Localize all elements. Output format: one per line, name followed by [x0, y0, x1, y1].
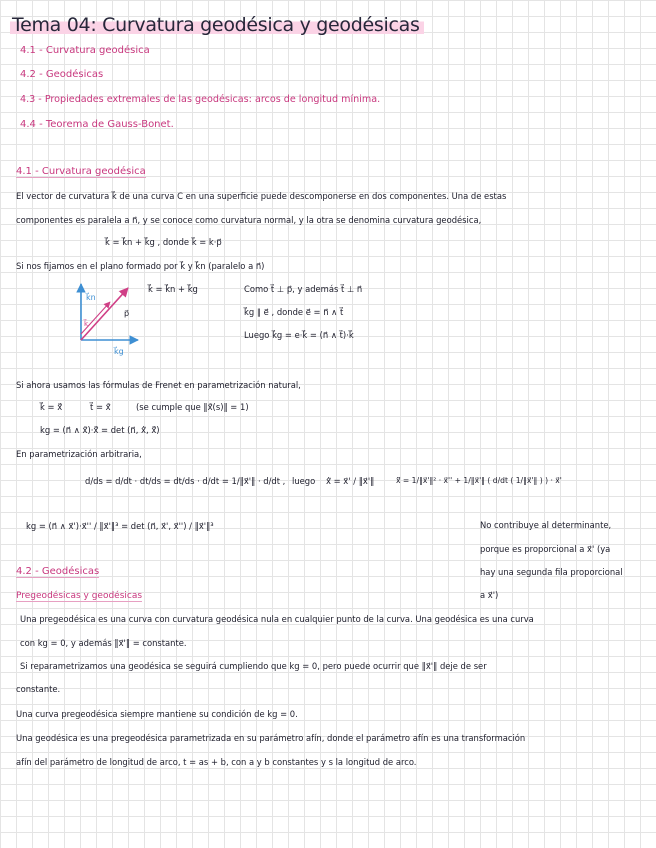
margin-note-line: a x⃗') — [480, 590, 499, 600]
kg-label: k⃗g — [114, 347, 124, 356]
equation-frenet-t: t⃗ = ẋ⃗ — [90, 402, 111, 412]
toc-item-2: 4.2 - Geodésicas — [20, 69, 104, 80]
paragraph-line: En parametrización arbitraria, — [16, 449, 142, 459]
toc-item-4: 4.4 - Teorema de Gauss-Bonet. — [20, 119, 174, 130]
p-label: p⃗ — [124, 309, 130, 318]
equation-chain-rule: d/ds = d/dt · dt/ds = dt/ds · d/dt = 1/‖x⃗'‖ · d/dt , — [85, 476, 286, 486]
side-note-line: k⃗g ∥ e⃗ , donde e⃗ = n⃗ ∧ t⃗ — [244, 307, 344, 317]
equation-frenet-k: k⃗ = ẍ⃗ — [40, 402, 63, 412]
paragraph-line: Si ahora usamos las fórmulas de Frenet en parametrización natural, — [16, 380, 301, 390]
section-heading-curvatura-geodesica: 4.1 - Curvatura geodésica — [16, 166, 146, 177]
side-note-line: Luego k⃗g = e·k⃗ = (n⃗ ∧ t⃗)·k⃗ — [244, 330, 354, 340]
paragraph-line: Una pregeodésica es una curva con curvatura geodésica nula en cualquier punto de la curva. Una geodésica es una curva — [20, 614, 534, 624]
side-note-line: Como t⃗ ⊥ p⃗, y además t⃗ ⊥ n⃗ — [244, 284, 363, 294]
equation-label: luego — [292, 476, 316, 486]
equation-xdot: ẋ⃗ = x⃗' / ‖x⃗'‖ — [326, 476, 375, 486]
subsection-heading: Pregeodésicas y geodésicas — [16, 591, 143, 601]
equation-kg-natural: kg = (n⃗ ∧ ẋ⃗)·ẍ⃗ = det (n⃗, ẋ⃗, ẍ⃗) — [40, 425, 160, 435]
margin-note-line: hay una segunda fila proporcional — [480, 567, 623, 577]
paragraph-line: Si reparametrizamos una geodésica se seguirá cumpliendo que kg = 0, pero puede ocurrir que ‖x⃗'‖ deje de ser — [20, 661, 487, 671]
k-label: k⃗ — [84, 320, 89, 328]
margin-note-line: No contribuye al determinante, — [480, 520, 612, 530]
figure-equation: k⃗ = k⃗n + k⃗g — [148, 284, 198, 294]
paragraph-line: Una curva pregeodésica siempre mantiene su condición de kg = 0. — [16, 709, 298, 719]
page-title: Tema 04: Curvatura geodésica y geodésicas — [10, 14, 424, 36]
equation-kg-arbitrary: kg = (n⃗ ∧ x⃗')·x⃗'' / ‖x⃗'‖³ = det (n⃗, x⃗', x⃗'') / ‖x⃗'‖³ — [26, 521, 214, 531]
margin-note-line: porque es proporcional a x⃗' (ya — [480, 544, 611, 554]
toc-item-3: 4.3 - Propiedades extremales de las geodésicas: arcos de longitud mínima. — [20, 94, 381, 105]
kn-label: k⃗n — [86, 293, 96, 302]
paragraph-line: afín del parámetro de longitud de arco, t = as + b, con a y b constantes y s la longitud de arco. — [16, 757, 417, 767]
paragraph-line: Si nos fijamos en el plano formado por k⃗ y k⃗n (paralelo a n⃗) — [16, 261, 265, 271]
paragraph-line: con kg = 0, y además ‖x⃗'‖ = constante. — [20, 638, 187, 648]
section-heading-geodesicas: 4.2 - Geodésicas — [16, 566, 100, 577]
toc-item-1: 4.1 - Curvatura geodésica — [20, 45, 150, 56]
paragraph-line: El vector de curvatura k⃗ de una curva C en una superficie puede descomponerse en dos componentes. Una de estas — [16, 191, 507, 201]
paragraph-line: componentes es paralela a n⃗, y se conoce como curvatura normal, y la otra se denomina curvatura geodésica, — [16, 215, 482, 225]
equation-frenet-note: (se cumple que ‖ẋ⃗(s)‖ = 1) — [136, 402, 249, 412]
paragraph-line: constante. — [16, 684, 61, 694]
equation-curvature-decomposition: k⃗ = k⃗n + k⃗g , donde k⃗ = k·p⃗ — [105, 237, 222, 247]
paragraph-line: Una geodésica es una pregeodésica parametrizada en su parámetro afín, donde el parámetro afín es una transformación — [16, 733, 526, 743]
equation-xddot: ẍ⃗ = 1/‖x⃗'‖² · x⃗'' + 1/‖x⃗'‖ ( d/dt ( 1/‖x⃗'‖ ) ) · x⃗' — [396, 476, 562, 485]
curvature-vector-diagram — [66, 278, 156, 360]
principal-normal-arrow — [81, 302, 110, 334]
